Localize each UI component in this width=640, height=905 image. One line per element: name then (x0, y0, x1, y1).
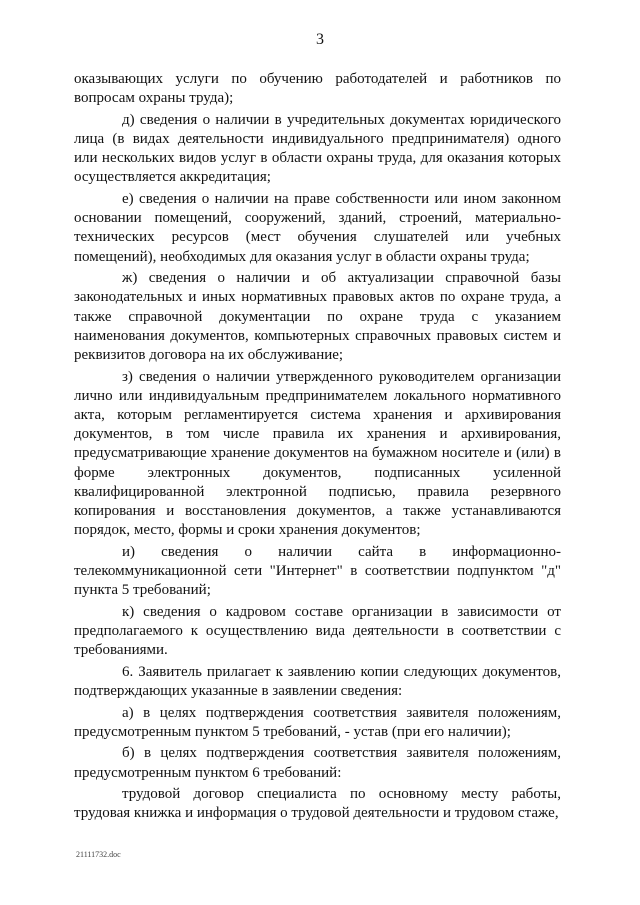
paragraph-item-e: е) сведения о наличии на праве собственности или ином законном основании помещений, сооружений, зданий, строений, материально-технических ресурсов (мест обучения слушателей или учебных помещений), необходимых для оказания услуг в области охраны труда; (74, 191, 561, 265)
page-number: 3 (316, 31, 324, 48)
paragraph-item-i: и) сведения о наличии сайта в информационно-телекоммуникационной сети "Интернет" в соответствии подпунктом "д" пункта 5 требований; (74, 543, 561, 599)
paragraph-section-6: 6. Заявитель прилагает к заявлению копии следующих документов, подтверждающих указанные в заявлении сведения: (74, 663, 561, 700)
paragraph-item-d: д) сведения о наличии в учредительных документах юридического лица (в видах деятельности индивидуального предпринимателя) одного или нескольких видов услуг в области охраны труда, для оказания которых осуществляется аккредитация; (74, 111, 561, 186)
paragraph-item-zh: ж) сведения о наличии и об актуализации справочной базы законодательных и иных нормативных правовых актов по охране труда, а также справочной документации по охране труда с указанием наименования документов, компьютерных справочных правовых систем и реквизитов договора на их обслуживание; (74, 270, 561, 364)
paragraph-continuation: оказывающих услуги по обучению работодателей и работников по вопросам охраны труда); (74, 71, 561, 107)
paragraph-item-b: б) в целях подтверждения соответствия заявителя положениям, предусмотренным пунктом 6 требований: (74, 745, 561, 781)
document-body (74, 70, 561, 826)
paragraph-item-k: к) сведения о кадровом составе организации в зависимости от предполагаемого к осуществлению вида деятельности в соответствии с требованиями. (74, 603, 561, 659)
paragraph-item-a: а) в целях подтверждения соответствия заявителя положениям, предусмотренным пунктом 5 требований, - устав (при его наличии); (74, 704, 561, 740)
paragraph-labor-contract: трудовой договор специалиста по основному месту работы, трудовая книжка и информация о трудовой деятельности и трудовом стаже, (74, 786, 561, 822)
document-footer-filename: 21111732.doc (76, 850, 121, 859)
paragraph-item-z: з) сведения о наличии утвержденного руководителем организации лично или индивидуальным предпринимателем локального нормативного акта, которым регламентируется система хранения и архивирования документов, в том числе правила их хранения и архивирования, предусматривающие хранение документов на бумажном носителе и (или) в форме электронных документов, подписанных усиленной квалифицированной электронной подписью, правила резервного копирования и восстановления документов, а также устанавливаются порядок, место, формы и сроки хранения документов; (74, 368, 561, 539)
